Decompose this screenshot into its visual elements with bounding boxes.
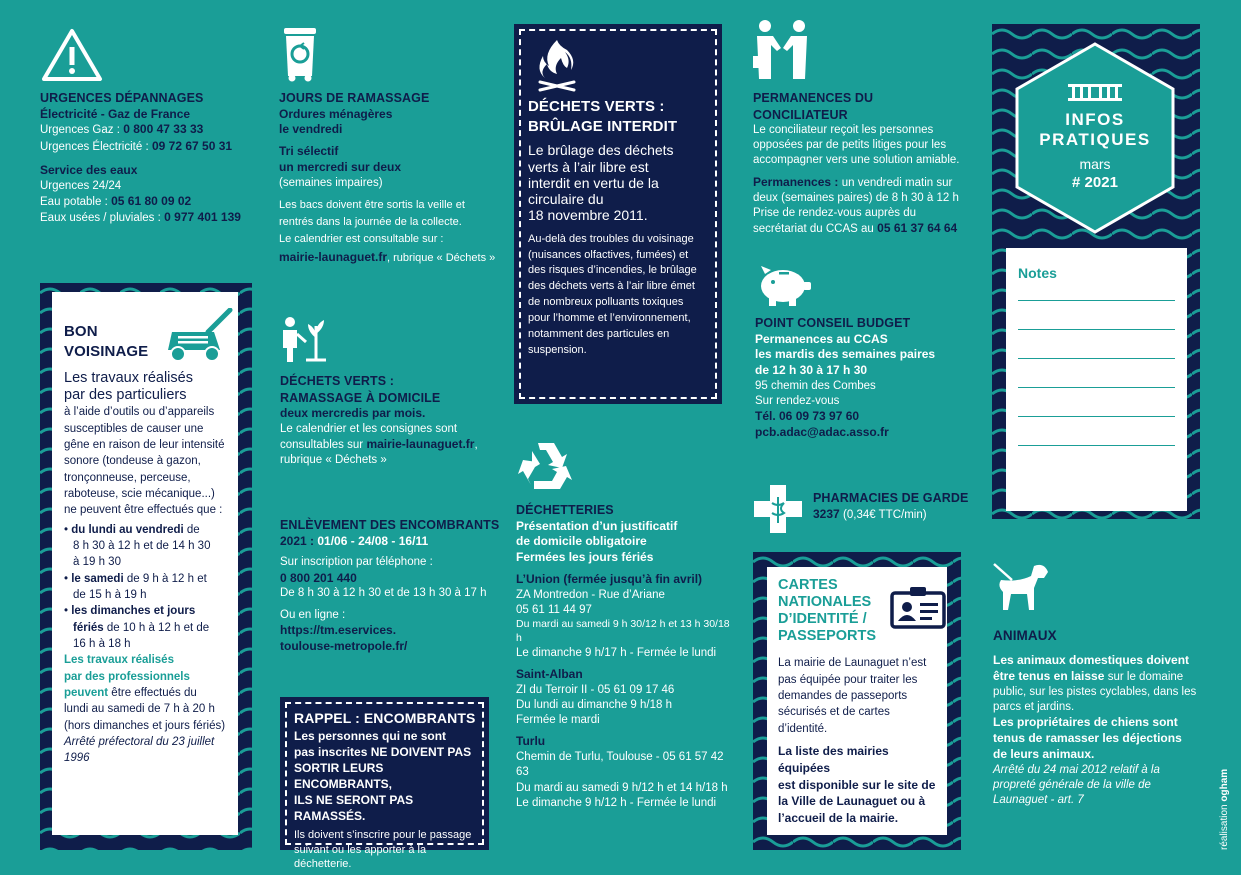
bon-title-2: VOISINAGE xyxy=(64,342,149,360)
union-title: L’Union (fermée jusqu’à fin avril) xyxy=(516,571,703,586)
gaz-number: 0 800 47 33 33 xyxy=(123,122,204,137)
rappel-bold: ILS NE SERONT PAS RAMASSÉS. xyxy=(294,792,414,823)
dv-domicile-section xyxy=(280,373,500,468)
brulage-body: (nuisances olfactives, fumées) et xyxy=(528,248,689,261)
bon-body: à l’aide d’outils ou d’appareils susceptibles de causer une gêne en raison de leur intensité sonore (tondeuse à gazon, tronçonneuse, perceuse, raboteuse, scie mécanique...) ne peuvent être effectués que : • du lundi au vendredi de 8 h 30 à 12 h et de 14 h 30 à 19 h 30 • le samedi de 9 h à 12 h et de 15 h à 19 h • les dimanches et jours fériés de 10 h à 12 h et de 16 h à 18 h Les travaux réalisés par des professionnels peuvent être effectués du lundi au samedi de 7 h à 20 h (hors dimanches et jours fériés) Arrêté préfectoral du 23 juillet 1996 xyxy=(64,404,228,766)
fire-icon xyxy=(532,38,710,97)
bon-voisinage-box xyxy=(52,292,238,835)
turlu-title: Turlu xyxy=(516,734,546,749)
union-l4: Le dimanche 9 h/17 h - Fermée le lundi xyxy=(516,646,717,659)
elec-label: Urgences Électricité : xyxy=(40,140,149,153)
brulage-body: pour l’homme et l’environnement, xyxy=(528,312,691,325)
stalban-l1: ZI du Terroir II - 05 61 09 17 46 xyxy=(516,683,675,696)
conc-body: opposées par de petits litiges pour les xyxy=(753,139,947,152)
stalban-l3: Fermée le mardi xyxy=(516,714,600,727)
anim-b1: Les animaux domestiques doivent xyxy=(993,652,1190,667)
cni-title: D’IDENTITÉ / xyxy=(778,611,867,628)
conciliateur-section xyxy=(753,90,968,237)
id-card-icon xyxy=(890,585,946,634)
dech-title: DÉCHETTERIES xyxy=(516,503,614,517)
rappel-small: Ils doivent s’inscrire pour le passage xyxy=(294,829,472,842)
pharmacie-section xyxy=(813,490,968,523)
cni-body: demandes de passeports xyxy=(778,690,908,703)
cni-body: La mairie de Launaguet n’est xyxy=(778,657,927,670)
anim-b5: tenus de ramasser les déjections xyxy=(993,730,1182,745)
dech-b3: Fermées les jours fériés xyxy=(516,550,654,565)
turlu-l2: Du mardi au samedi 9 h/12 h et 14 h/18 h xyxy=(516,781,728,794)
pcb-mail[interactable]: pcb.adac@adac.asso.fr xyxy=(755,425,889,440)
infos-title-1: INFOS xyxy=(1065,110,1125,129)
bullet-sunday: les dimanches et jours xyxy=(71,605,196,618)
enc-url-2[interactable]: toulouse-metropole.fr/ xyxy=(280,638,408,653)
urgences-title: URGENCES DÉPANNAGES xyxy=(40,91,204,105)
bullet-saturday: le samedi xyxy=(71,572,124,585)
dv-l1: Le calendrier et les consignes sont xyxy=(280,422,458,435)
dv-l2a: consultables sur xyxy=(280,439,364,451)
pcb-title: POINT CONSEIL BUDGET xyxy=(755,316,911,330)
anim-b5: Les propriétaires de chiens sont xyxy=(993,715,1178,730)
bon-lead-2: par des particuliers xyxy=(64,386,187,403)
bacs-line: Les bacs doivent être sortis la veille et xyxy=(279,198,465,211)
perm-l2: deux (semaines paires) de 8 h 30 à 12 h xyxy=(753,191,959,204)
notes-line[interactable] xyxy=(1018,329,1175,330)
stalban-title: Saint-Alban xyxy=(516,667,583,682)
union-l2: 05 61 11 44 97 xyxy=(516,603,592,616)
brulage-lead: circulaire du xyxy=(528,191,604,208)
brulage-body: notamment des particules en xyxy=(528,328,670,341)
ph-num: 3237 xyxy=(813,506,840,521)
cni-bold: l’accueil de la mairie. xyxy=(778,811,899,826)
piggy-bank-icon xyxy=(755,262,813,313)
om-2: le vendredi xyxy=(279,122,343,137)
anim-title: ANIMAUX xyxy=(993,628,1057,643)
anim-it: Arrêté du 24 mai 2012 relatif à la xyxy=(993,763,1160,776)
rappel-bold: pas inscrites NE DOIVENT PAS xyxy=(294,745,472,760)
handshake-icon xyxy=(753,18,811,87)
perm-l3: Prise de rendez-vous auprès du xyxy=(753,206,917,219)
pro-title-3: peuvent xyxy=(64,686,109,699)
site-link[interactable]: mairie-launaguet.fr xyxy=(279,250,388,265)
cni-body: pas équipée pour traiter les xyxy=(778,673,918,686)
cni-title: NATIONALES xyxy=(778,594,872,611)
dog-icon xyxy=(990,560,1052,623)
rappel-box xyxy=(280,697,489,871)
rappel-small: suivant ou les apporter à la déchetterie. xyxy=(294,843,427,871)
enc-tel: 0 800 201 440 xyxy=(280,570,357,585)
dv-title-1: DÉCHETS VERTS : xyxy=(280,374,395,388)
credit-label: réalisation xyxy=(1219,804,1230,850)
credit xyxy=(1218,769,1231,850)
dechetteries-section xyxy=(516,502,731,811)
conc-title: PERMANENCES DU CONCILIATEUR xyxy=(753,91,874,122)
issue-number: # 2021 xyxy=(1072,174,1118,192)
ph-price: (0,34€ TTC/min) xyxy=(843,508,927,521)
enc-title: ENLÈVEMENT DES ENCOMBRANTS xyxy=(280,518,500,532)
dv-l3: rubrique « Déchets » xyxy=(280,454,387,467)
enc-insc: Sur inscription par téléphone : xyxy=(280,556,433,569)
lawnmower-icon xyxy=(164,308,236,369)
union-l3: Du mardi au samedi 9 h 30/12 h et 13 h 30/18 h xyxy=(516,618,730,645)
brulage-lead: Le brûlage des déchets xyxy=(528,142,674,159)
cni-body: sécurisés et de cartes d’identité. xyxy=(778,706,890,735)
enc-dates: 01/06 - 24/08 - 16/11 xyxy=(317,533,429,548)
ph-title: PHARMACIES DE GARDE xyxy=(813,491,969,505)
dv-title-2: RAMASSAGE À DOMICILE xyxy=(280,390,441,405)
bullet-weekdays: du lundi au vendredi xyxy=(71,523,184,536)
pcb-b3: de 12 h 30 à 17 h 30 xyxy=(755,363,868,378)
tri-2: un mercredi sur deux xyxy=(279,159,402,174)
urgences-section xyxy=(40,90,260,226)
dv-site-link[interactable]: mairie-launaguet.fr xyxy=(366,437,475,451)
bullet-saturday-rest: de 9 h à 12 h et xyxy=(126,572,207,585)
brulage-body: de nombreux polluants toxiques xyxy=(528,296,684,309)
tri-1: Tri sélectif xyxy=(279,144,339,159)
dech-b1: Présentation d’un justificatif xyxy=(516,518,678,533)
bon-body-line: susceptibles de causer une xyxy=(64,422,204,435)
bon-body-line: sonore (tondeuse à gazon, xyxy=(64,455,201,468)
elec-number: 09 72 67 50 31 xyxy=(152,138,233,153)
animaux-section xyxy=(993,627,1203,808)
usees-number: 0 977 401 139 xyxy=(164,209,241,224)
cni-title: PASSEPORTS xyxy=(778,628,877,645)
bon-body-line: tronçonneuse, perceuse, xyxy=(64,471,191,484)
cni-bold: est disponible sur le site de xyxy=(778,777,936,792)
om-1: Ordures ménagères xyxy=(279,106,393,121)
pcb-section xyxy=(755,315,970,441)
notes-line[interactable] xyxy=(1018,300,1175,301)
brulage-body: des risques d’incendies, le brûlage xyxy=(528,264,697,277)
enc-url-1[interactable]: https://tm.eservices. xyxy=(280,622,397,637)
bon-body-line: ne peuvent être effectués que : xyxy=(64,504,223,517)
encombrants-section xyxy=(280,517,500,654)
bullet-sunday-rest: de 10 h à 12 h et de xyxy=(106,621,210,634)
bon-title-1: BON xyxy=(64,323,98,340)
brulage-body: suspension. xyxy=(528,344,587,357)
pro-rest: être effectués du xyxy=(111,686,197,699)
rappel-bold: SORTIR LEURS ENCOMBRANTS, xyxy=(294,761,392,791)
brulage-body: Au-delà des troubles du voisinage xyxy=(528,232,694,245)
bullet-weekdays-l3: à 19 h 30 xyxy=(73,556,121,569)
potable-label: Eau potable : xyxy=(40,195,108,208)
notes-line[interactable] xyxy=(1018,445,1175,446)
anim-r2: sur le domaine xyxy=(1107,670,1184,683)
bullet-sunday-l3: 16 h à 18 h xyxy=(73,637,131,650)
brulage-title-1: DÉCHETS VERTS : xyxy=(528,97,665,115)
anim-b5: de leurs animaux. xyxy=(993,746,1095,761)
pharmacy-icon xyxy=(752,483,804,540)
dv-bold: deux mercredis par mois. xyxy=(280,406,426,420)
bullet-sunday-2: fériés xyxy=(73,621,104,634)
gardener-icon xyxy=(280,316,330,369)
brulage-body: des déchets verts à l’air libre émet xyxy=(528,280,695,293)
perm-l1: un vendredi matin sur xyxy=(841,176,953,189)
conc-body: accompagner vers une solution amiable. xyxy=(753,154,960,167)
pro-title-2: par des professionnels xyxy=(64,670,190,683)
infos-title-2: PRATIQUES xyxy=(1039,130,1151,150)
potable-number: 05 61 80 09 02 xyxy=(111,193,192,208)
turlu-l3: Le dimanche 9 h/12 h - Fermée le lundi xyxy=(516,796,717,809)
arrete-2: 1996 xyxy=(64,752,90,765)
anim-b2: être tenus en laisse xyxy=(993,668,1105,683)
enc-hours: De 8 h 30 à 12 h 30 et de 13 h 30 à 17 h xyxy=(280,587,487,600)
notes-line[interactable] xyxy=(1018,387,1175,388)
cni-title: CARTES xyxy=(778,577,838,593)
anim-it: Launaguet - art. 7 xyxy=(993,793,1084,806)
rappel-title: RAPPEL : ENCOMBRANTS xyxy=(294,710,476,726)
eaux-title: Service des eaux xyxy=(40,162,138,177)
rubrique: , rubrique « Déchets » xyxy=(387,252,496,265)
perm-tel: 05 61 37 64 64 xyxy=(877,221,958,236)
cni-bold: la Ville de Launaguet ou à xyxy=(778,794,926,809)
bullet-weekdays-rest: de xyxy=(186,523,200,536)
union-l1: ZA Montredon - Rue d’Ariane xyxy=(516,588,665,601)
anim-l3: public, sur les pistes cyclables, dans les xyxy=(993,685,1197,698)
credit-brand: ogham xyxy=(1219,768,1230,802)
recycle-icon xyxy=(516,437,576,500)
notes-line[interactable] xyxy=(1018,358,1175,359)
turlu-l1: Chemin de Turlu, Toulouse - 05 61 57 42 63 xyxy=(516,751,724,779)
pro-title-1: Les travaux réalisés xyxy=(64,654,174,667)
tri-3: (semaines impaires) xyxy=(279,176,383,189)
pcb-b2: les mardis des semaines paires xyxy=(755,347,936,362)
pro-l5: (hors dimanches et jours fériés) xyxy=(64,719,226,732)
brulage-lead: verts à l’air libre est xyxy=(528,158,649,175)
pcb-tel: Tél. 06 09 73 97 60 xyxy=(755,409,860,424)
notes-line[interactable] xyxy=(1018,416,1175,417)
warning-icon xyxy=(40,27,104,88)
pcb-b1: Permanences au CCAS xyxy=(755,331,888,346)
bon-body-line: gêne en raison de leur intensité xyxy=(64,439,225,452)
anim-it: propreté générale de la ville de xyxy=(993,778,1151,791)
enc-online: Ou en ligne : xyxy=(280,608,346,621)
ramassage-section xyxy=(279,90,499,267)
usees-label: Eaux usées / pluviales : xyxy=(40,211,161,224)
bacs-line: rentrés dans la journée de la collecte. xyxy=(279,216,462,229)
brulage-box xyxy=(514,24,722,404)
perm-bold: Permanences : xyxy=(753,174,839,189)
pcb-l1: 95 chemin des Combes xyxy=(755,379,876,392)
enc-year: 2021 : xyxy=(280,533,315,548)
bullet-weekdays-l2: 8 h 30 à 12 h et de 14 h 30 xyxy=(73,540,211,552)
recycle-bin-icon xyxy=(280,24,320,87)
arrete-1: Arrêté préfectoral du 23 juillet xyxy=(64,735,215,748)
bacs-line: Le calendrier est consultable sur : xyxy=(279,233,444,246)
rappel-bold: Les personnes qui ne sont xyxy=(294,729,447,744)
issue-month: mars xyxy=(1079,155,1111,172)
cni-box xyxy=(767,567,947,835)
dv-l2b: , xyxy=(474,439,478,451)
notes-box xyxy=(1006,248,1187,511)
bon-lead-1: Les travaux réalisés xyxy=(64,369,193,386)
perm-l4: secrétariat du CCAS au xyxy=(753,223,874,236)
brulage-lead: 18 novembre 2011. xyxy=(528,207,648,224)
brulage-lead: interdit en vertu de la xyxy=(528,174,659,191)
anim-l4: parcs et jardins. xyxy=(993,700,1075,713)
gaz-label: Urgences Gaz : xyxy=(40,124,120,137)
stalban-l2: Du lundi au dimanche 9 h/18 h xyxy=(516,699,672,712)
pro-l4: lundi au samedi de 7 h à 20 h xyxy=(64,703,215,716)
cni-bold: La liste des mairies équipées xyxy=(778,744,889,775)
brulage-title-2: BRÛLAGE INTERDIT xyxy=(528,117,678,135)
bullet-saturday-l2: de 15 h à 19 h xyxy=(73,588,147,601)
urgences-subtitle: Électricité - Gaz de France xyxy=(40,106,191,121)
eaux-24: Urgences 24/24 xyxy=(40,179,122,192)
notes-title: Notes xyxy=(1018,265,1057,281)
dech-b2: de domicile obligatoire xyxy=(516,534,647,549)
bon-body-line: raboteuse, scie mécanique...) xyxy=(64,488,215,501)
pcb-l2: Sur rendez-vous xyxy=(755,395,840,408)
bon-body-line: à l’aide d’outils ou d’appareils xyxy=(64,406,215,419)
jours-title: JOURS DE RAMASSAGE xyxy=(279,91,430,105)
conc-body: Le conciliateur reçoit les personnes xyxy=(753,124,934,136)
